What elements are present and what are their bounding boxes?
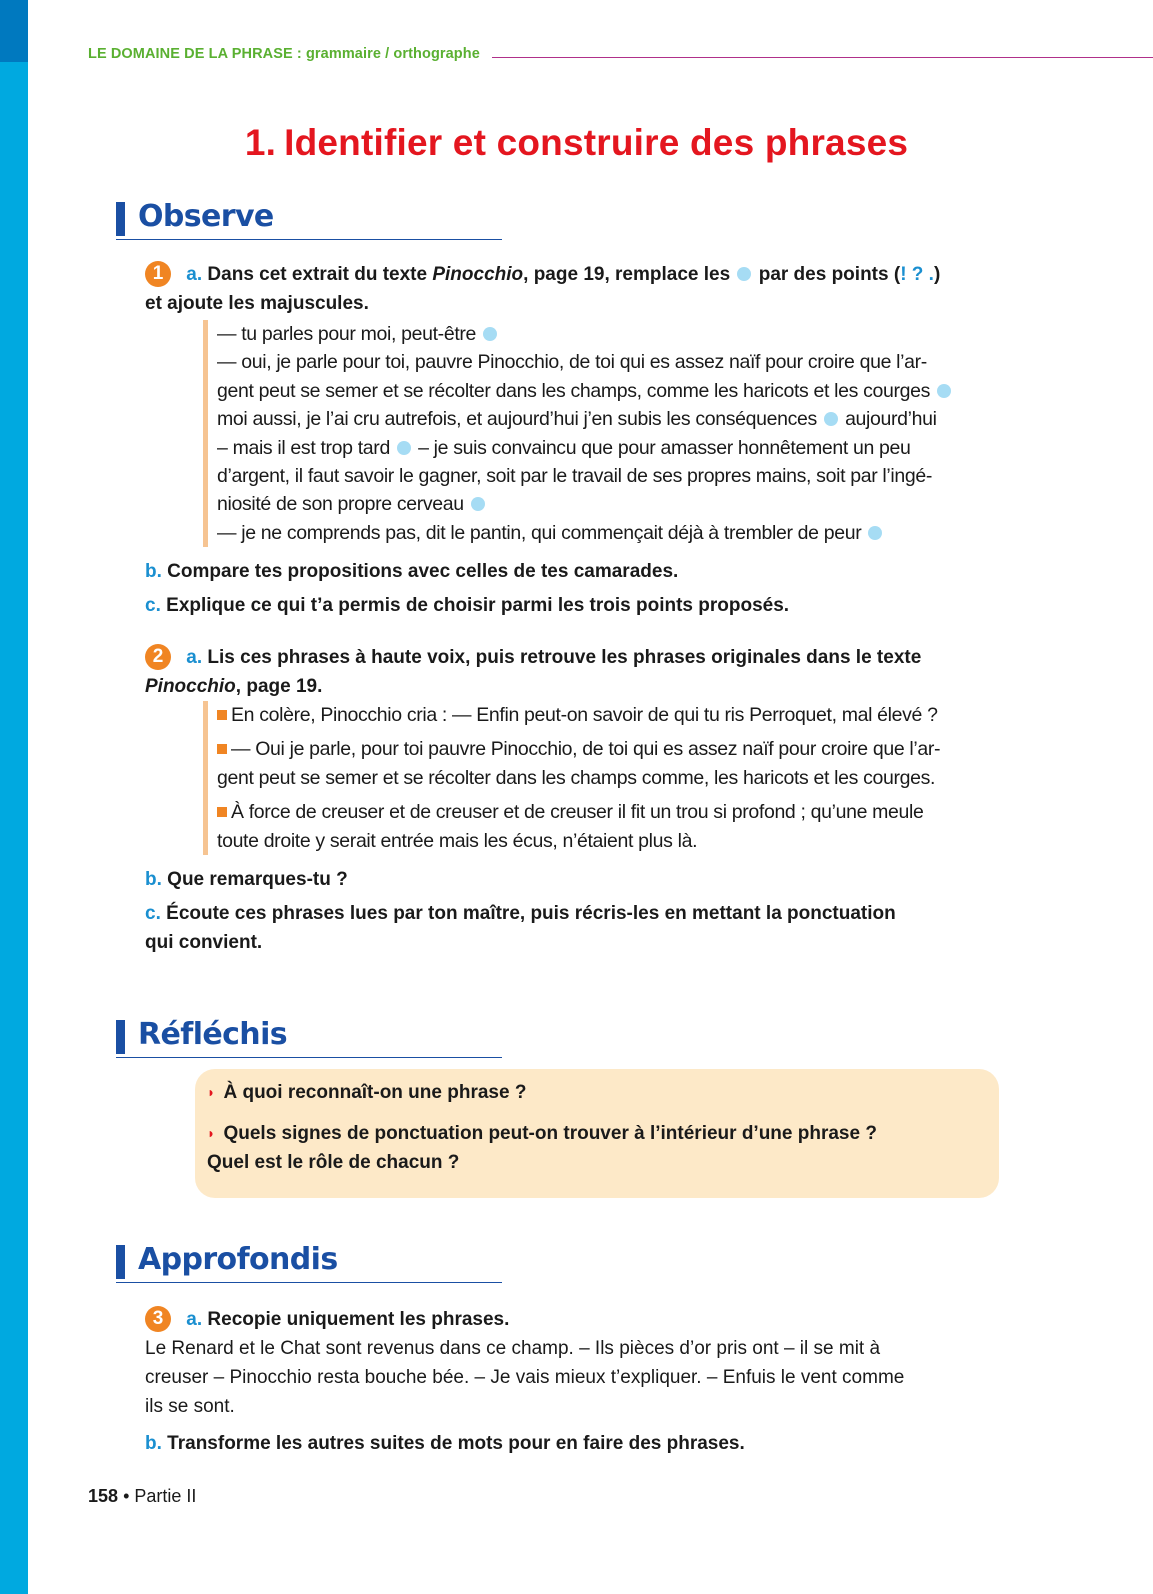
body-line: creuser – Pinocchio resta bouche bée. – Je vais mieux t’expliquer. – Enfuis le vent comme <box>145 1367 905 1388</box>
question-letter: b. <box>145 869 162 890</box>
blue-dot-icon <box>737 267 751 281</box>
question-text: Écoute ces phrases lues par ton maître, puis récris-les en mettant la ponctuation <box>166 903 896 924</box>
exercise-1-excerpt <box>203 320 1017 547</box>
body-line: Le Renard et le Chat sont revenus dans ce champ. – Ils pièces d’or pris ont – il se mit à <box>145 1338 881 1359</box>
exercise-3-question-b <box>145 1429 1000 1458</box>
red-arrow-icon: ◗ <box>207 1125 216 1141</box>
reflection-box <box>195 1069 999 1198</box>
question-letter: a. <box>186 264 203 285</box>
section-heading-observe <box>116 200 502 240</box>
side-color-bar <box>0 0 28 1594</box>
blue-dot-icon <box>397 441 411 455</box>
question-text: Lis ces phrases à haute voix, puis retrouve les phrases originales dans le texte <box>207 647 922 668</box>
excerpt-line: d’argent, il faut savoir le gagner, soit par le travail de ses propres mains, soit par l’ingé- <box>217 465 932 488</box>
question-letter: b. <box>145 1433 162 1454</box>
question-letter: a. <box>186 647 203 668</box>
blue-dot-icon <box>483 327 497 341</box>
question-text: Transforme les autres suites de mots pour en faire des phrases. <box>167 1433 745 1454</box>
text-title: Pinocchio <box>145 676 236 697</box>
exercise-number-badge: 3 <box>145 1306 171 1332</box>
sentence-item-continued: toute droite y serait entrée mais les écus, n’étaient plus là. <box>217 829 698 852</box>
sentence-item: En colère, Pinocchio cria : — Enfin peut-on savoir de qui tu ris Perroquet, mal élevé ? <box>217 701 1017 729</box>
exercise-1-question-a <box>145 260 1000 318</box>
section-marker <box>116 1245 125 1279</box>
footer-bullet: • <box>123 1486 130 1506</box>
reflection-question: ◗ Quels signes de ponctuation peut-on trouver à l’intérieur d’une phrase ? Quel est le rôle de chacun ? <box>207 1119 967 1177</box>
reflection-question: ◗ À quoi reconnaît-on une phrase ? <box>207 1078 967 1107</box>
question-letter: a. <box>186 1309 203 1330</box>
exercise-2-question-a <box>145 643 1000 701</box>
section-heading-reflechis <box>116 1018 502 1058</box>
question-letter: b. <box>145 561 162 582</box>
sentence-item: À force de creuser et de creuser et de creuser il fit un trou si profond ; qu’une meule <box>217 798 1017 826</box>
side-color-bar-top <box>0 0 28 62</box>
excerpt-line: gent peut se semer et se récolter dans les champs, comme les haricots et les courges <box>217 377 1017 405</box>
exercise-1-question-c <box>145 591 1000 620</box>
red-arrow-icon: ◗ <box>207 1084 216 1100</box>
excerpt-line: moi aussi, je l’ai cru autrefois, et aujourd’hui j’en subis les conséquences aujourd’hui <box>217 408 937 431</box>
section-marker <box>116 1020 125 1054</box>
text-title: Pinocchio <box>432 264 524 285</box>
question-text: Compare tes propositions avec celles de tes camarades. <box>167 561 679 582</box>
excerpt-line: – mais il est trop tard – je suis convaincu que pour amasser honnêtement un peu <box>217 436 911 459</box>
title-number: 1. <box>244 122 277 163</box>
question-text: , page 19, remplace les <box>523 264 736 285</box>
sentence-item: — Oui je parle, pour toi pauvre Pinocchio, de toi qui es assez naïf pour croire que l’ar- <box>217 735 1017 763</box>
exercise-3-question-a <box>145 1305 1000 1334</box>
section-rule <box>116 1057 502 1058</box>
question-text: Explique ce qui t’a permis de choisir parmi les trois points proposés. <box>166 595 790 616</box>
exercise-2-sentences <box>203 701 1017 855</box>
punctuation-marks: ! ? . <box>900 264 934 285</box>
header-rule <box>492 57 1153 58</box>
question-text: Dans cet extrait du texte <box>207 264 433 285</box>
footer-part: Partie II <box>134 1486 197 1506</box>
exercise-2-question-b <box>145 865 1000 894</box>
question-text: , page 19. <box>235 676 323 697</box>
sentence-item-continued: gent peut se semer et se récolter dans les champs comme, les haricots et les courges. <box>217 766 936 789</box>
exercise-2-question-c <box>145 899 1000 957</box>
question-text: Que remarques-tu ? <box>167 869 348 890</box>
blue-dot-icon <box>937 384 951 398</box>
exercise-3-word-sequences <box>145 1334 1000 1421</box>
exercise-number-badge: 1 <box>145 261 171 287</box>
excerpt-line: — oui, je parle pour toi, pauvre Pinocchio, de toi qui es assez naïf pour croire que l’ar- <box>217 351 927 374</box>
question-text: Recopie uniquement les phrases. <box>207 1309 510 1330</box>
exercise-number-badge: 2 <box>145 644 171 670</box>
excerpt-line: niosité de son propre cerveau <box>217 490 1017 518</box>
excerpt-line: — je ne comprends pas, dit le pantin, qui commençait déjà à trembler de peur <box>217 519 1017 547</box>
blue-dot-icon <box>824 412 838 426</box>
page-footer <box>88 1486 196 1507</box>
section-marker <box>116 202 125 236</box>
page-number: 158 <box>88 1486 119 1506</box>
square-bullet-icon <box>217 807 227 817</box>
section-label: Observe <box>138 199 274 234</box>
question-letter: c. <box>145 903 161 924</box>
header-section-title: LE DOMAINE DE LA PHRASE : grammaire / orthographe <box>88 46 480 62</box>
exercise-1-question-b <box>145 557 1000 586</box>
section-label: Réfléchis <box>138 1017 288 1052</box>
running-header <box>88 46 1153 68</box>
question-text: ) <box>933 264 941 285</box>
square-bullet-icon <box>217 744 227 754</box>
body-line: ils se sont. <box>145 1396 235 1417</box>
title-text: Identifier et construire des phrases <box>284 122 909 163</box>
section-rule <box>116 239 502 240</box>
blue-dot-icon <box>471 497 485 511</box>
page-title <box>0 122 1153 164</box>
section-rule <box>116 1282 502 1283</box>
question-text: et ajoute les majuscules. <box>145 293 369 314</box>
excerpt-line: — tu parles pour moi, peut-être <box>217 320 1017 348</box>
square-bullet-icon <box>217 710 227 720</box>
blue-dot-icon <box>868 526 882 540</box>
section-heading-approfondis <box>116 1243 502 1283</box>
question-text: qui convient. <box>145 932 263 953</box>
section-label: Approfondis <box>138 1242 338 1277</box>
question-letter: c. <box>145 595 161 616</box>
question-text: par des points ( <box>753 264 901 285</box>
